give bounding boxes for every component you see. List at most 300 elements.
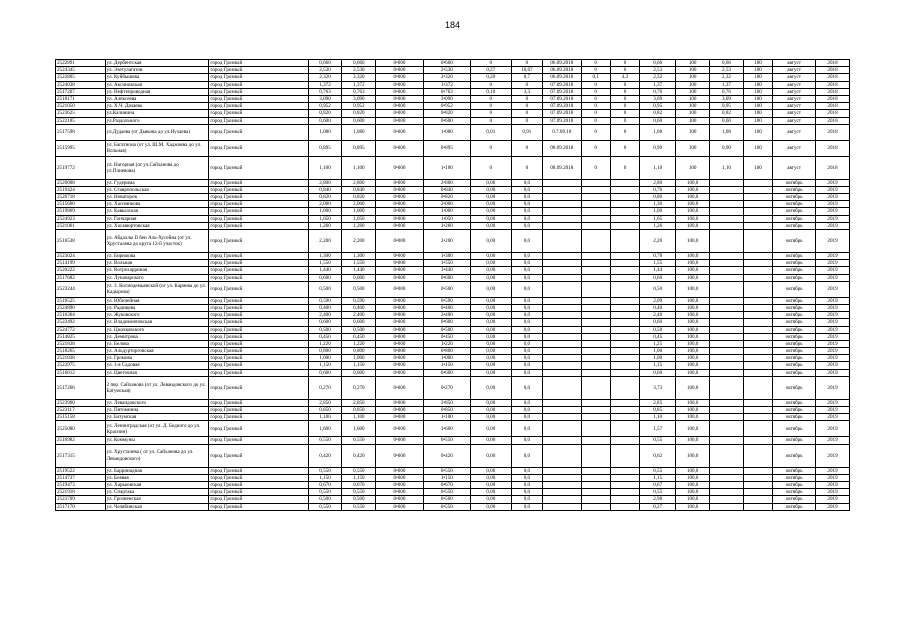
cell-c14: 100,0 — [676, 297, 710, 304]
cell-length-hard: 2,000 — [342, 201, 376, 208]
cell-c13: 0,78 — [640, 253, 676, 260]
cell-city: город Грозный — [209, 179, 308, 186]
cell-month: октябрь — [773, 362, 816, 369]
cell-month: октябрь — [773, 186, 816, 193]
cell-c11 — [581, 186, 610, 193]
cell-city: город Грозный — [209, 333, 308, 340]
cell-year: 2019 — [816, 481, 850, 488]
cell-id: 2521061 — [56, 222, 106, 229]
cell-city: город Грозный — [209, 222, 308, 229]
cell-c15 — [710, 467, 744, 474]
cell-length-hard: 0,450 — [342, 333, 376, 340]
cell-length-normative: 1•000 — [423, 355, 470, 362]
cell-c16 — [743, 444, 772, 467]
cell-id: 2517315 — [56, 444, 106, 467]
cell-length-hard: 0,600 — [342, 274, 376, 281]
cell-date: 06.09.2018 — [543, 60, 581, 67]
cell-year: 2019 — [816, 267, 850, 274]
cell-city: город Грозный — [209, 362, 308, 369]
cell-c12 — [610, 399, 639, 406]
cell-c16: 100 — [743, 95, 772, 102]
cell-length-hard: 0,800 — [342, 348, 376, 355]
cell-c12 — [610, 369, 639, 376]
cell-length-normative: 0•500 — [423, 496, 470, 503]
cell-c8: 0,00 — [471, 274, 512, 281]
cell-c11: 0 — [581, 140, 610, 156]
cell-id: 2520008 — [56, 179, 106, 186]
cell-c12 — [610, 340, 639, 347]
cell-date — [543, 503, 581, 510]
cell-length-hard: 1,440 — [342, 267, 376, 274]
cell-c11: 0 — [581, 60, 610, 67]
cell-length-total: 0,952 — [308, 103, 342, 110]
table-row — [56, 67, 850, 74]
cell-date — [543, 230, 581, 253]
cell-length-total: 2,400 — [308, 312, 342, 319]
cell-street: ул. Боевая — [105, 474, 209, 481]
cell-c11: 0 — [581, 110, 610, 117]
cell-c11: 0 — [581, 88, 610, 95]
cell-year: 2019 — [816, 333, 850, 340]
cell-length-hard: 0,850 — [342, 407, 376, 414]
cell-length-normative: 1•550 — [423, 260, 470, 267]
cell-id: 2522805 — [56, 74, 106, 81]
cell-street: ул. Белова — [105, 340, 209, 347]
cell-c15 — [710, 230, 744, 253]
cell-length-total: 0,600 — [308, 274, 342, 281]
cell-c11 — [581, 414, 610, 421]
cell-c15: 0,66 — [710, 60, 744, 67]
cell-street: ул. Хасимикова — [105, 201, 209, 208]
cell-month: август — [773, 110, 816, 117]
cell-length-normative: 2•320 — [423, 74, 470, 81]
cell-c9: 0,0 — [511, 444, 543, 467]
cell-length-soft: 0•000 — [376, 95, 423, 102]
table-row — [56, 156, 850, 179]
cell-month: август — [773, 67, 816, 74]
cell-c14: 100,0 — [676, 274, 710, 281]
cell-length-hard: 0,660 — [342, 60, 376, 67]
cell-c12: 0 — [610, 60, 639, 67]
cell-city: город Грозный — [209, 67, 308, 74]
cell-c15: 1,08 — [710, 124, 744, 140]
cell-length-hard: 0,500 — [342, 496, 376, 503]
cell-length-soft: 0•000 — [376, 355, 423, 362]
cell-month: октябрь — [773, 489, 816, 496]
cell-c12 — [610, 215, 639, 222]
cell-c9: 0,0 — [511, 326, 543, 333]
cell-city: город Грозный — [209, 194, 308, 201]
cell-c14: 100,0 — [676, 215, 710, 222]
cell-city: город Грозный — [209, 156, 308, 179]
cell-year: 2019 — [816, 230, 850, 253]
cell-c16: 100 — [743, 81, 772, 88]
cell-length-total: 0,500 — [308, 496, 342, 503]
cell-date — [543, 222, 581, 229]
cell-id: 2522975 — [56, 362, 106, 369]
cell-length-soft: 0•000 — [376, 340, 423, 347]
cell-street: ул. Хрусталева ( от ул. Сайханова до ул. Левандовского) — [105, 444, 209, 467]
cell-c13: 0,62 — [640, 444, 676, 467]
cell-date: 07.09.2018 — [543, 88, 581, 95]
cell-month: октябрь — [773, 319, 816, 326]
cell-c13: 0,85 — [640, 407, 676, 414]
table-row — [56, 319, 850, 326]
cell-month: август — [773, 103, 816, 110]
cell-month: октябрь — [773, 215, 816, 222]
cell-c13: 1,05 — [640, 215, 676, 222]
cell-length-hard: 2,850 — [342, 399, 376, 406]
cell-c11 — [581, 340, 610, 347]
cell-street: ул. Абдаллы II бен Аль-Хусейна (от ул. Хрусталева до круга 12-й участок) — [105, 230, 209, 253]
cell-date: 07.09.2018 — [543, 117, 581, 124]
cell-id: 2519424 — [56, 186, 106, 193]
table-row — [56, 186, 850, 193]
cell-c13: 0,67 — [640, 481, 676, 488]
cell-date — [543, 355, 581, 362]
cell-date: 0.7.09.18 — [543, 124, 581, 140]
cell-c13: 0,90 — [640, 140, 676, 156]
table-row — [56, 81, 850, 88]
cell-year: 2019 — [816, 467, 850, 474]
cell-c16: 100 — [743, 156, 772, 179]
cell-c14: 100 — [676, 110, 710, 117]
cell-city: город Грозный — [209, 496, 308, 503]
table-row — [56, 103, 850, 110]
cell-length-total: 1,100 — [308, 414, 342, 421]
cell-length-soft: 0•000 — [376, 444, 423, 467]
cell-c8: 0,00 — [471, 194, 512, 201]
cell-id: 2517266 — [56, 376, 106, 399]
cell-year: 2019 — [816, 186, 850, 193]
cell-c12 — [610, 222, 639, 229]
cell-length-total: 1,372 — [308, 81, 342, 88]
cell-id: 2524038 — [56, 81, 106, 88]
cell-c8: 0,00 — [471, 312, 512, 319]
cell-c11 — [581, 369, 610, 376]
cell-length-hard: 1,260 — [342, 222, 376, 229]
cell-c16 — [743, 201, 772, 208]
cell-city: город Грозный — [209, 81, 308, 88]
cell-length-total: 0,895 — [308, 140, 342, 156]
cell-date — [543, 496, 581, 503]
cell-c9: 0,0 — [511, 186, 543, 193]
cell-city: город Грозный — [209, 503, 308, 510]
cell-c16 — [743, 304, 772, 311]
cell-c14: 100,0 — [676, 312, 710, 319]
page-number: 184 — [444, 20, 461, 30]
cell-c9: 0 — [511, 117, 543, 124]
cell-length-soft: 0•000 — [376, 376, 423, 399]
cell-year: 2019 — [816, 326, 850, 333]
cell-c12 — [610, 503, 639, 510]
cell-c15 — [710, 253, 744, 260]
cell-c8: 0,00 — [471, 474, 512, 481]
cell-c15 — [710, 215, 744, 222]
cell-c13: 1,15 — [640, 474, 676, 481]
cell-length-soft: 0•000 — [376, 437, 423, 444]
cell-date: 07.09.2018 — [543, 103, 581, 110]
table-row — [56, 253, 850, 260]
cell-city: город Грозный — [209, 376, 308, 399]
cell-c15: 2,53 — [710, 67, 744, 74]
cell-length-normative: 1•150 — [423, 474, 470, 481]
cell-length-hard: 0,600 — [342, 117, 376, 124]
cell-city: город Грозный — [209, 444, 308, 467]
cell-date — [543, 281, 581, 297]
cell-year: 2018 — [816, 124, 850, 140]
cell-c14: 100,0 — [676, 179, 710, 186]
cell-length-hard: 1,150 — [342, 362, 376, 369]
cell-length-normative: 0•600 — [423, 319, 470, 326]
cell-c11 — [581, 496, 610, 503]
cell-street: ул. Радищева — [105, 304, 209, 311]
cell-c12 — [610, 230, 639, 253]
cell-id: 2524772 — [56, 326, 106, 333]
cell-id: 2519525 — [56, 297, 106, 304]
cell-month: октябрь — [773, 304, 816, 311]
cell-c9: 0,0 — [511, 194, 543, 201]
cell-year: 2019 — [816, 312, 850, 319]
cell-c14: 100 — [676, 103, 710, 110]
cell-length-total: 1,080 — [308, 124, 342, 140]
cell-city: город Грозный — [209, 319, 308, 326]
cell-c15 — [710, 326, 744, 333]
cell-length-hard: 0,820 — [342, 194, 376, 201]
cell-city: город Грозный — [209, 467, 308, 474]
cell-c13: 1,00 — [640, 208, 676, 215]
cell-date — [543, 179, 581, 186]
cell-c13: 2,98 — [640, 496, 676, 503]
cell-c16 — [743, 399, 772, 406]
cell-year: 2019 — [816, 355, 850, 362]
cell-street: ул. Барринадная — [105, 467, 209, 474]
cell-c9: 0,0 — [511, 348, 543, 355]
cell-length-total: 2,000 — [308, 201, 342, 208]
table-row — [56, 362, 850, 369]
cell-city: город Грозный — [209, 110, 308, 117]
cell-length-soft: 0•000 — [376, 312, 423, 319]
cell-city: город Грозный — [209, 369, 308, 376]
cell-c12 — [610, 407, 639, 414]
table-row — [56, 74, 850, 81]
cell-c15 — [710, 503, 744, 510]
cell-street: ул. Челябинская — [105, 503, 209, 510]
cell-date: 07.09.2018 — [543, 110, 581, 117]
cell-c14: 100,0 — [676, 222, 710, 229]
table-row — [56, 222, 850, 229]
cell-street: ул. 1-я Садовая — [105, 362, 209, 369]
cell-street: ул. Гудерима — [105, 179, 209, 186]
cell-c12 — [610, 253, 639, 260]
cell-id: 2517682 — [56, 274, 106, 281]
cell-c13: 0,60 — [640, 274, 676, 281]
cell-length-soft: 0•000 — [376, 421, 423, 437]
cell-c12 — [610, 281, 639, 297]
cell-length-normative: 1•080 — [423, 124, 470, 140]
cell-length-soft: 0•000 — [376, 208, 423, 215]
cell-c12 — [610, 496, 639, 503]
cell-length-soft: 0•000 — [376, 201, 423, 208]
cell-c14: 100,0 — [676, 503, 710, 510]
cell-city: город Грозный — [209, 60, 308, 67]
cell-c13: 0,40 — [640, 304, 676, 311]
cell-c16 — [743, 414, 772, 421]
cell-year: 2019 — [816, 281, 850, 297]
cell-c12 — [610, 326, 639, 333]
cell-length-total: 0,800 — [308, 348, 342, 355]
table-row — [56, 304, 850, 311]
cell-id: 2522185 — [56, 117, 106, 124]
cell-length-hard: 0,550 — [342, 503, 376, 510]
cell-length-hard: 0,600 — [342, 319, 376, 326]
cell-length-hard: 0,763 — [342, 88, 376, 95]
cell-street: ул. Владимовтовская — [105, 319, 209, 326]
cell-c11 — [581, 253, 610, 260]
cell-c15 — [710, 362, 744, 369]
cell-c14: 100,0 — [676, 414, 710, 421]
cell-c16 — [743, 421, 772, 437]
cell-c13: 0,55 — [640, 467, 676, 474]
cell-c13: 0,50 — [640, 326, 676, 333]
cell-length-soft: 0•000 — [376, 274, 423, 281]
cell-length-soft: 0•000 — [376, 110, 423, 117]
cell-c15 — [710, 260, 744, 267]
cell-c8: 0,00 — [471, 376, 512, 399]
cell-c8: 0,00 — [471, 253, 512, 260]
cell-length-total: 0,600 — [308, 369, 342, 376]
cell-c13: 1,10 — [640, 156, 676, 179]
cell-month: октябрь — [773, 201, 816, 208]
cell-length-soft: 0•000 — [376, 124, 423, 140]
cell-length-soft: 0•000 — [376, 348, 423, 355]
cell-c14: 100,0 — [676, 467, 710, 474]
cell-length-total: 0,600 — [308, 117, 342, 124]
table-row — [56, 230, 850, 253]
cell-c15 — [710, 194, 744, 201]
cell-street: ул. Эзетулагатов — [105, 67, 209, 74]
cell-length-hard: 0,420 — [342, 444, 376, 467]
cell-c13: 2,40 — [640, 312, 676, 319]
cell-date — [543, 319, 581, 326]
cell-c8: 0,20 — [471, 74, 512, 81]
cell-date — [543, 333, 581, 340]
cell-c15: 0,95 — [710, 103, 744, 110]
cell-c9: 0,0 — [511, 179, 543, 186]
cell-street: ул. Хасавюртовская — [105, 222, 209, 229]
cell-length-normative: 1•220 — [423, 340, 470, 347]
cell-c11: 0 — [581, 156, 610, 179]
cell-year: 2019 — [816, 319, 850, 326]
cell-c16 — [743, 355, 772, 362]
cell-length-total: 0,660 — [308, 60, 342, 67]
cell-c15 — [710, 274, 744, 281]
cell-street: ул. Юбилейная — [105, 297, 209, 304]
cell-c15 — [710, 208, 744, 215]
cell-c13: 1,10 — [640, 414, 676, 421]
cell-length-hard: 0,895 — [342, 140, 376, 156]
cell-street: ул. Дербентская — [105, 60, 209, 67]
cell-c13: 2,80 — [640, 179, 676, 186]
cell-month: октябрь — [773, 369, 816, 376]
cell-month: август — [773, 124, 816, 140]
cell-c13: 1,57 — [640, 421, 676, 437]
cell-id: 2523709 — [56, 496, 106, 503]
cell-c12: 0 — [610, 95, 639, 102]
cell-street: ул. Багатиона (от ул. Ш.М. Хаджиева до ул. Вольная) — [105, 140, 209, 156]
table-row — [56, 333, 850, 340]
cell-c14: 100 — [676, 156, 710, 179]
cell-date — [543, 474, 581, 481]
cell-street: ул. Циолковского — [105, 326, 209, 333]
cell-month: август — [773, 88, 816, 95]
cell-length-hard: 2,400 — [342, 312, 376, 319]
cell-length-total: 1,150 — [308, 474, 342, 481]
cell-length-normative: 0•450 — [423, 333, 470, 340]
cell-id: 2515158 — [56, 414, 106, 421]
cell-c15: 1,37 — [710, 81, 744, 88]
cell-id: 2522891 — [56, 60, 106, 67]
cell-length-normative: 0•820 — [423, 110, 470, 117]
cell-length-soft: 0•000 — [376, 117, 423, 124]
cell-length-total: 0,550 — [308, 437, 342, 444]
table-row — [56, 267, 850, 274]
cell-length-hard: 0,550 — [342, 489, 376, 496]
cell-c16 — [743, 281, 772, 297]
cell-c15 — [710, 407, 744, 414]
cell-date: 06.09.2018 — [543, 74, 581, 81]
cell-length-hard: 2,320 — [342, 74, 376, 81]
cell-c12: 0 — [610, 156, 639, 179]
cell-year: 2019 — [816, 437, 850, 444]
cell-c12 — [610, 297, 639, 304]
cell-street: ул. Цветочная — [105, 369, 209, 376]
cell-length-total: 2,530 — [308, 67, 342, 74]
cell-c15 — [710, 348, 744, 355]
cell-c15: 0,90 — [710, 140, 744, 156]
cell-street: ул. Коммуны — [105, 437, 209, 444]
cell-length-soft: 0•000 — [376, 60, 423, 67]
cell-year: 2019 — [816, 179, 850, 186]
cell-c9: 10,67 — [511, 67, 543, 74]
cell-month: октябрь — [773, 333, 816, 340]
cell-c11 — [581, 222, 610, 229]
cell-c12 — [610, 481, 639, 488]
cell-c8: 0,00 — [471, 444, 512, 467]
cell-month: август — [773, 95, 816, 102]
cell-length-total: 1,600 — [308, 421, 342, 437]
cell-c14: 100,0 — [676, 319, 710, 326]
cell-c11 — [581, 362, 610, 369]
cell-c11 — [581, 355, 610, 362]
cell-c8: 0,00 — [471, 222, 512, 229]
cell-length-hard: 1,000 — [342, 355, 376, 362]
cell-c12: 0 — [610, 124, 639, 140]
cell-length-hard: 0,590 — [342, 297, 376, 304]
cell-c14: 100,0 — [676, 376, 710, 399]
cell-length-hard: 1,372 — [342, 81, 376, 88]
cell-month: октябрь — [773, 312, 816, 319]
cell-c12 — [610, 208, 639, 215]
cell-c8: 0,01 — [471, 124, 512, 140]
cell-street: ул. Вольная — [105, 260, 209, 267]
cell-month: август — [773, 74, 816, 81]
cell-length-normative: 3•090 — [423, 95, 470, 102]
cell-c11: 0 — [581, 117, 610, 124]
cell-length-soft: 0•000 — [376, 215, 423, 222]
cell-length-normative: 0•952 — [423, 103, 470, 110]
cell-length-soft: 0•000 — [376, 481, 423, 488]
